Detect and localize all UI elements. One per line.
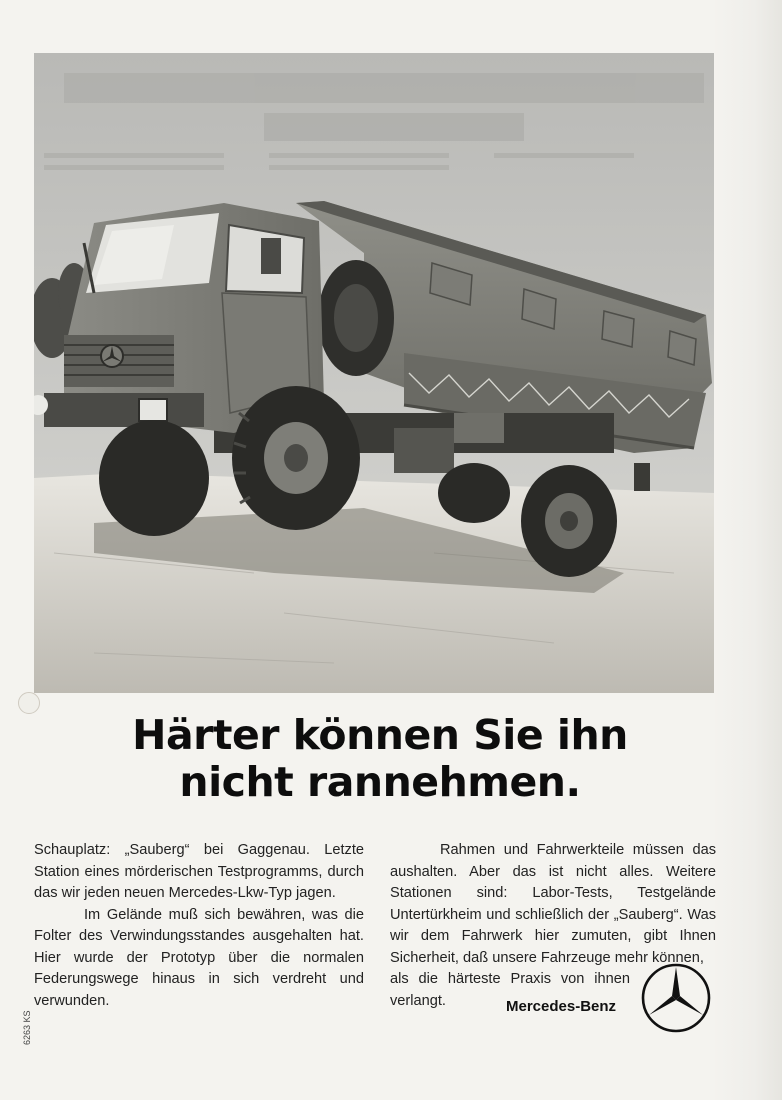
headline [40, 712, 720, 806]
military-truck-photo-illustration [34, 53, 714, 693]
print-code: 6263 KS [22, 1010, 32, 1045]
body-paragraph: Im Gelände muß sich bewähren, was die Folter des Verwindungsstandes ausgehalten hat. Hier wurde der Prototyp über die normalen Federungswege hinaus in sich verdreht und verwunden. [34, 906, 364, 1009]
mercedes-star-icon [640, 962, 712, 1034]
page-edge [712, 0, 782, 1100]
brand-name: Mercedes-Benz [506, 998, 617, 1015]
body-paragraph: Schauplatz: „Sauberg“ bei Gaggenau. Letzte Station eines mörderischen Testprogramms, durch das wir jeden neuen Mercedes-Lkw-Typ jagen. [34, 842, 364, 901]
body-column-left [34, 840, 364, 1012]
body-paragraph-closing: als die härteste Praxis von ihnen verlangt. [390, 971, 630, 1009]
truck-photo [34, 53, 714, 693]
headline-line-1: Härter können Sie ihn [132, 711, 628, 759]
headline-line-2: nicht rannehmen. [179, 758, 581, 806]
punch-hole [18, 692, 40, 714]
body-paragraph: Rahmen und Fahrwerkteile müssen das aushalten. Aber das ist nicht alles. Weitere Stationen sind: Labor-Tests, Testgelände Untertürkheim und schließlich der „Sauberg“. Was wir dem Fahrwerk hier zumuten, gibt Ihnen Sicherheit, daß unsere Fahrzeuge mehr können, [390, 842, 716, 966]
